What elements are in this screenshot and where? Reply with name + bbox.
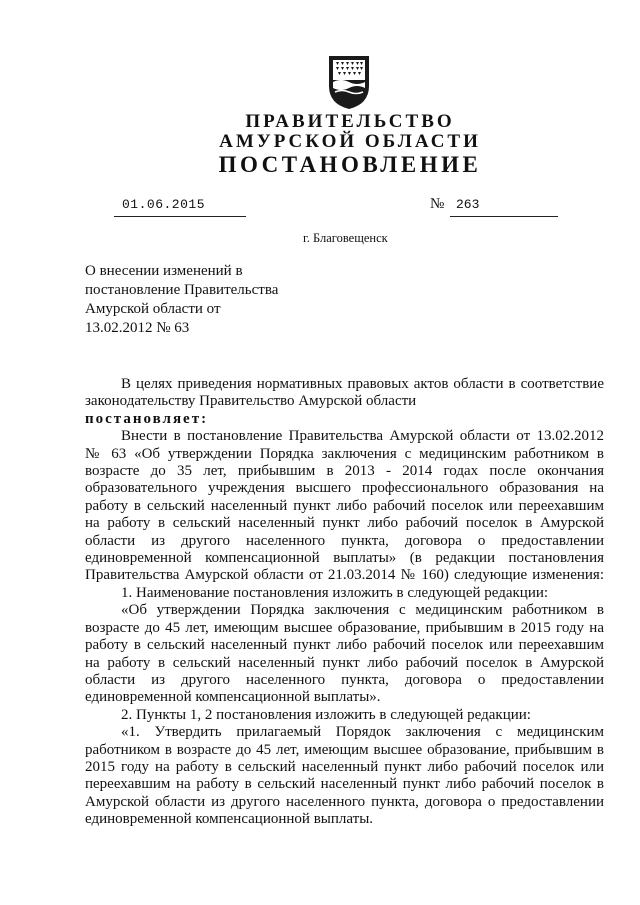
body-line: возрасте до 35 лет, прибывшим в 2013 - 2014 годах после окончания	[85, 463, 604, 480]
subject-line: Амурской области от	[85, 301, 221, 317]
government-title-line2: АМУРСКОЙ ОБЛАСТИ	[219, 131, 481, 152]
subject-block	[85, 262, 278, 338]
subject-line: 13.02.2012 № 63	[85, 320, 190, 336]
body-line: единовременной компенсационной выплаты» (в редакции постановления	[85, 550, 604, 567]
body-line: возрасте до 45 лет, имеющим высшее образование, прибывшим в 2015 году на	[85, 619, 604, 636]
body-line: образовательного учреждения высшего профессионального образования на	[85, 480, 604, 497]
body-line: «1. Утвердить прилагаемый Порядок заключения с медицинским	[121, 724, 604, 741]
body-line: работу в сельский населенный пункт либо рабочий поселок или переехавшим	[85, 497, 604, 514]
body-line: работу в сельский населенный пункт либо рабочий поселок или переехавшим	[85, 637, 604, 654]
body-line: области из другого населенного пункта, договора о предоставлении	[85, 671, 604, 688]
city-label: г. Благовещенск	[303, 231, 388, 245]
body-line: законодательству Правительство Амурской области	[85, 393, 417, 410]
body-line: В целях приведения нормативных правовых актов области в соответствие	[121, 376, 604, 392]
number-field	[450, 197, 558, 217]
body-line: единовременной компенсационной выплаты».	[85, 689, 381, 706]
body-line: единовременной компенсационной выплаты.	[85, 811, 374, 828]
subject-line: О внесении изменений в	[85, 263, 243, 279]
body-line: работником в возрасте до 45 лет, имеющим высшее образование, прибывшим в	[85, 741, 604, 758]
body-line: «Об утверждении Порядка заключения с медицинским работником в	[121, 602, 604, 619]
body-line: Внести в постановление Правительства Амурской области от 13.02.2012	[121, 428, 604, 445]
body-line: 1. Наименование постановления изложить в следующей редакции:	[121, 584, 549, 601]
document-date: 01.06.2015	[122, 197, 206, 212]
document-body	[85, 376, 604, 829]
coat-of-arms-icon	[326, 52, 372, 110]
body-line: на работу в сельский населенный пункт либо рабочий поселок в Амурской	[85, 654, 604, 671]
document-type-title: ПОСТАНОВЛЕНИЕ	[218, 152, 482, 177]
subject-line: постановление Правительства	[85, 282, 279, 298]
body-line: 2015 году на работу в сельский населенный пункт либо рабочий поселок или	[85, 758, 604, 775]
document-number: 263	[456, 197, 480, 212]
body-line: Правительства Амурской области от 21.03.2014 № 160) следующие изменения:	[85, 567, 604, 584]
body-line: № 63 «Об утверждении Порядка заключения с медицинским работником в	[85, 445, 604, 462]
number-sign: №	[430, 196, 445, 212]
resolution-keyword: постановляет:	[85, 410, 209, 427]
body-line: на работу в сельский населенный пункт либо рабочий поселок в Амурской	[85, 515, 604, 532]
body-line: области из другого населенного пункта, договора о предоставлении	[85, 532, 604, 549]
body-line: 2. Пункты 1, 2 постановления изложить в следующей редакции:	[121, 706, 531, 723]
government-title-line1: ПРАВИТЕЛЬСТВО	[245, 111, 455, 132]
date-field	[114, 197, 246, 217]
body-line: Амурской области из другого населенного пункта, договора о предоставлении	[85, 793, 604, 810]
body-line: переехавшим на работу в сельский населенный пункт либо рабочий поселок в	[85, 776, 604, 793]
